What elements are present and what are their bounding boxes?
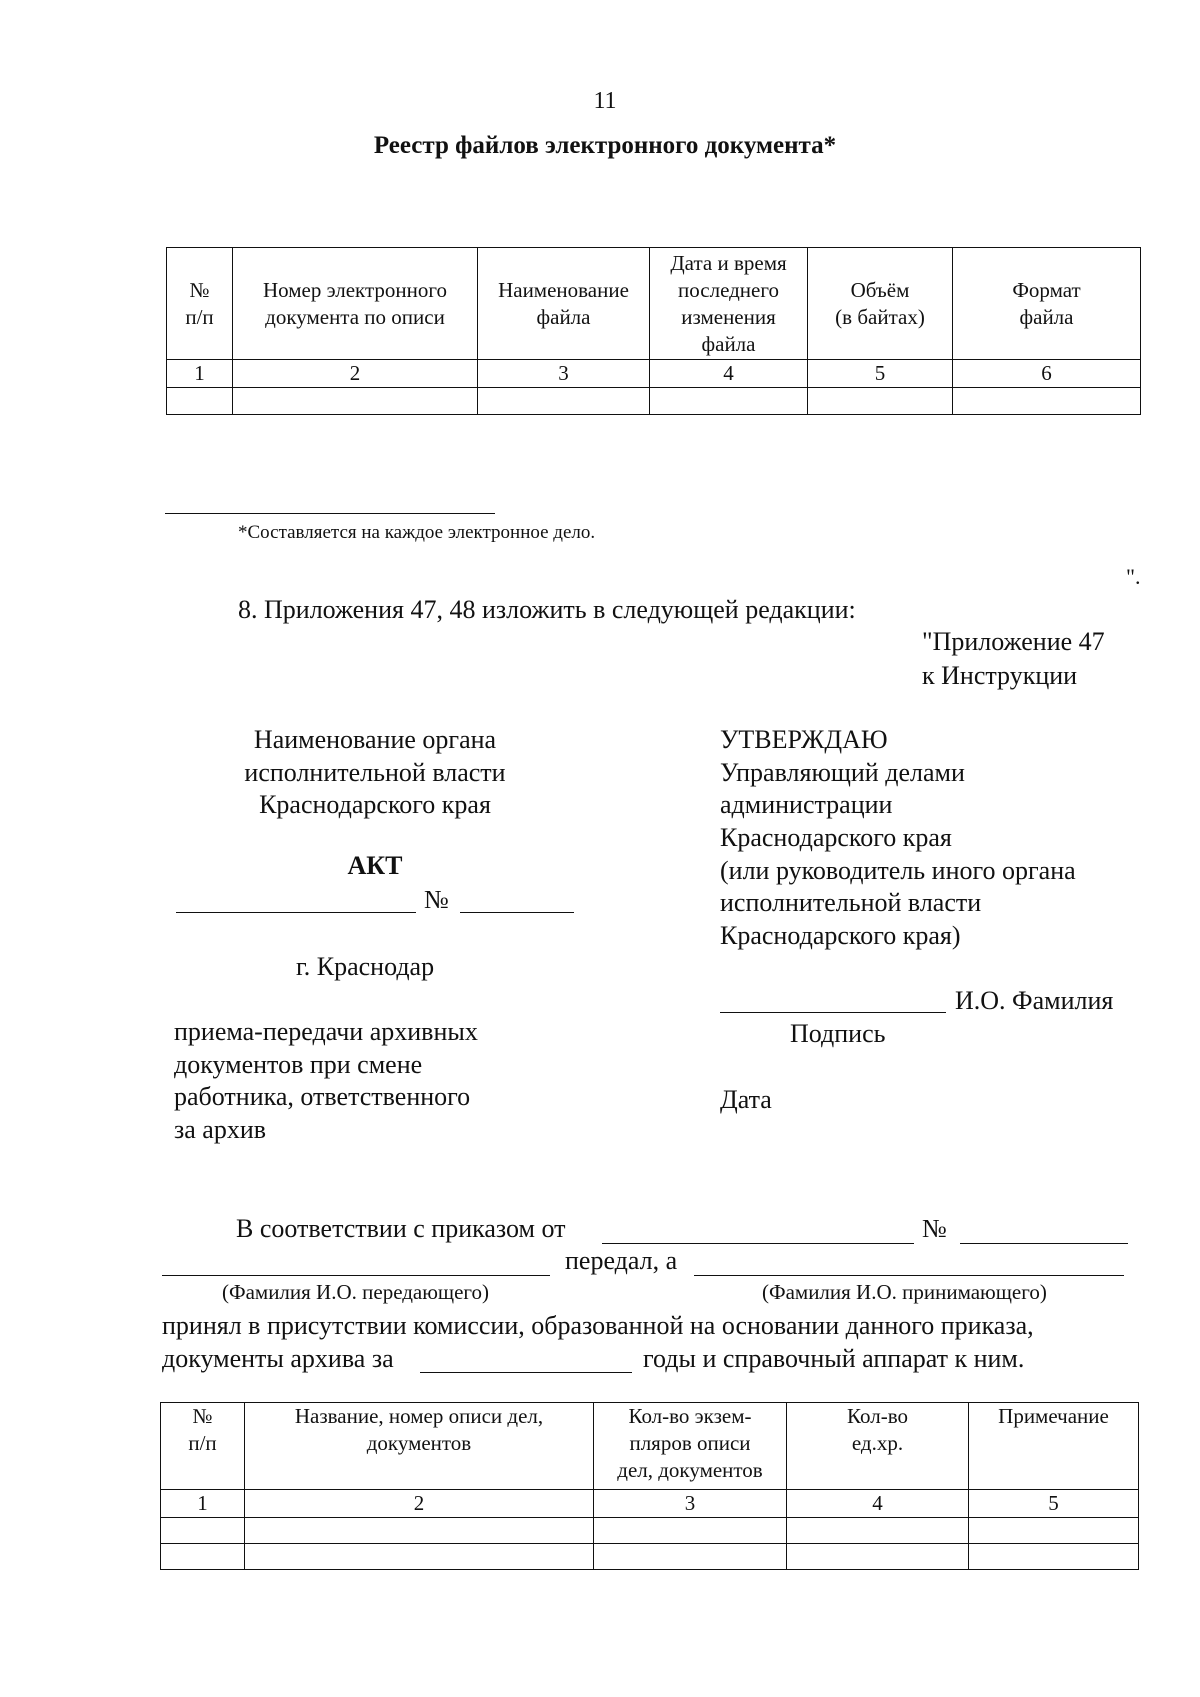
registry-empty-row — [167, 388, 1141, 415]
transfer-header-cell: Примечание — [969, 1403, 1139, 1490]
registry-header-cell: Дата и время последнего изменения файла — [650, 248, 808, 360]
footnote-rule — [165, 513, 495, 514]
transfer-header-cell: № п/п — [161, 1403, 245, 1490]
approve-title: УТВЕРЖДАЮ — [720, 725, 888, 754]
body-line-4-start: документы архива за — [162, 1344, 394, 1373]
registry-header-cell: № п/п — [167, 248, 233, 360]
registry-number-cell: 1 — [167, 360, 233, 388]
registry-header-cell: Номер электронного документа по описи — [233, 248, 478, 360]
act-number-sign: № — [424, 885, 449, 914]
signature-blank — [720, 1012, 946, 1013]
body-line-3: принял в присутствии комиссии, образованной на основании данного приказа, — [162, 1311, 1034, 1340]
act-subject-line: за архив — [174, 1115, 267, 1144]
years-blank — [420, 1372, 632, 1373]
transfer-number-cell: 1 — [161, 1490, 245, 1518]
body-line-1-start: В соответствии с приказом от — [236, 1214, 566, 1243]
registry-table — [166, 247, 1141, 415]
city: г. Краснодар — [296, 952, 435, 981]
transfer-header-cell: Название, номер описи дел, документов — [245, 1403, 594, 1490]
transfer-number-cell: 3 — [594, 1490, 787, 1518]
page-number: 11 — [593, 88, 617, 114]
appendix-line-2: к Инструкции — [922, 661, 1078, 690]
date-label: Дата — [720, 1085, 772, 1114]
act-subject-line: работника, ответственного — [174, 1082, 471, 1111]
org-name-line: Наименование органа — [253, 725, 497, 754]
approver-position-line: Краснодарского края) — [720, 921, 961, 950]
registry-number-cell: 5 — [808, 360, 953, 388]
receiver-name-blank — [694, 1275, 1124, 1276]
registry-number-cell: 6 — [953, 360, 1141, 388]
order-date-blank — [602, 1243, 914, 1244]
registry-number-cell: 4 — [650, 360, 808, 388]
transfer-number-cell: 5 — [969, 1490, 1139, 1518]
approver-name: И.О. Фамилия — [955, 986, 1114, 1015]
item-8-text: 8. Приложения 47, 48 изложить в следующей редакции: — [238, 595, 856, 624]
sender-caption: (Фамилия И.О. передающего) — [222, 1280, 490, 1304]
order-number-sign: № — [922, 1214, 947, 1243]
registry-number-cell: 2 — [233, 360, 478, 388]
approver-position-line: Краснодарского края — [720, 823, 952, 852]
appendix-line-1: "Приложение 47 — [922, 627, 1105, 656]
footnote: *Составляется на каждое электронное дело. — [238, 522, 596, 543]
registry-header-cell: Объём (в байтах) — [808, 248, 953, 360]
act-date-blank — [176, 912, 416, 913]
body-line-4-end: годы и справочный аппарат к ним. — [643, 1344, 1025, 1373]
signature-caption: Подпись — [790, 1019, 886, 1048]
transfer-number-cell: 2 — [245, 1490, 594, 1518]
transfer-number-cell: 4 — [787, 1490, 969, 1518]
approver-position-line: исполнительной власти — [720, 888, 982, 917]
act-subject-line: приема-передачи архивных — [174, 1017, 478, 1046]
org-name-line: исполнительной власти — [244, 758, 506, 787]
org-name-line: Краснодарского края — [259, 790, 491, 819]
registry-title: Реестр файлов электронного документа* — [373, 132, 837, 159]
sender-name-blank — [162, 1275, 550, 1276]
transfer-table — [160, 1402, 1139, 1570]
act-title: АКТ — [347, 851, 403, 880]
approver-position-line: (или руководитель иного органа — [720, 856, 1076, 885]
registry-header-cell: Наименование файла — [478, 248, 650, 360]
act-number-blank — [460, 912, 574, 913]
approver-position-line: администрации — [720, 790, 893, 819]
order-number-blank — [960, 1243, 1128, 1244]
act-subject-line: документов при смене — [174, 1050, 423, 1079]
registry-header-cell: Формат файла — [953, 248, 1141, 360]
body-line-2-mid: передал, а — [565, 1246, 678, 1275]
approver-position-line: Управляющий делами — [720, 758, 965, 787]
registry-number-cell: 3 — [478, 360, 650, 388]
receiver-caption: (Фамилия И.О. принимающего) — [762, 1280, 1047, 1304]
transfer-empty-row — [161, 1544, 1139, 1570]
closing-quote: ". — [1126, 564, 1141, 589]
transfer-header-cell: Кол-во ед.хр. — [787, 1403, 969, 1490]
transfer-empty-row — [161, 1518, 1139, 1544]
transfer-header-cell: Кол-во экзем- пляров описи дел, документов — [594, 1403, 787, 1490]
